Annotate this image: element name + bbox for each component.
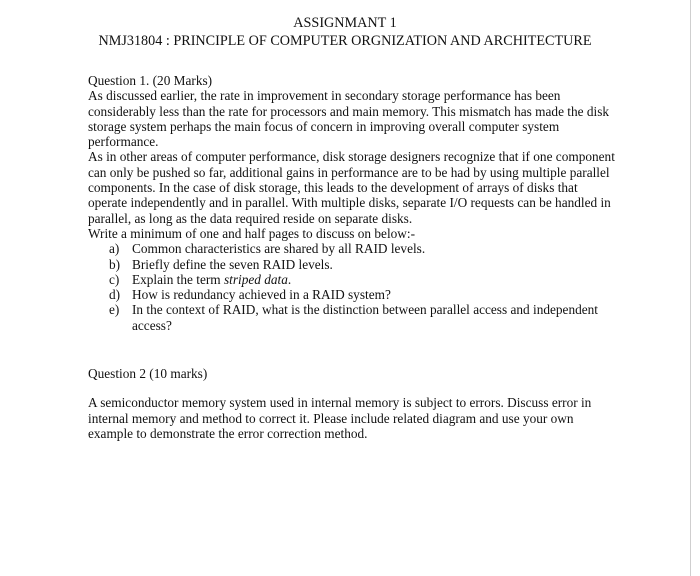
- task-marker: d): [109, 287, 121, 303]
- question-2-title: Question 2 (10 marks): [88, 366, 208, 382]
- task-text-prefix: Explain the term: [132, 271, 224, 287]
- task-item-d: [88, 287, 618, 302]
- document-header: [0, 14, 690, 50]
- task-text: In the context of RAID, what is the distinction between parallel access and independent access?: [132, 302, 598, 333]
- question-2-body: A semiconductor memory system used in internal memory is subject to errors. Discuss error in internal memory and method to correct it. Please include related diagram and use your own example to demonstrate the error correction method.: [88, 395, 592, 441]
- document-body: [88, 73, 618, 441]
- task-item-a: [88, 241, 618, 256]
- task-marker: e): [109, 302, 120, 318]
- assignment-title: ASSIGNMANT 1: [293, 15, 397, 31]
- task-text: How is redundancy achieved in a RAID system?: [132, 287, 391, 303]
- task-marker: b): [109, 256, 121, 272]
- question-1-task-list: [88, 241, 618, 333]
- task-text-suffix: .: [287, 271, 292, 287]
- question-1-paragraph-1: As discussed earlier, the rate in improvement in secondary storage performance has been considerably less than the rate for processors and main memory. This mismatch has made the disk storage system perhaps the main focus of concern in improving overall computer system performance.: [88, 88, 610, 150]
- task-item-e: [88, 302, 618, 333]
- task-text: [132, 272, 618, 287]
- task-text-emphasis: striped data: [223, 271, 288, 287]
- question-1-instruction: Write a minimum of one and half pages to discuss on below:-: [88, 225, 416, 241]
- question-1-title: Question 1. (20 Marks): [88, 73, 213, 88]
- task-item-c: [88, 272, 618, 287]
- question-1-paragraph-2: As in other areas of computer performance, disk storage designers recognize that if one component can only be pushed so far, additional gains in performance are to be had by using multiple parallel components. In the case of disk storage, this leads to the development of arrays of disks that operate independently and in parallel. With multiple disks, separate I/O requests can be handled in parallel, as long as the data required reside on separate disks.: [88, 149, 615, 226]
- task-text: Common characteristics are shared by all RAID levels.: [132, 241, 426, 257]
- task-item-b: [88, 257, 618, 272]
- task-text: Briefly define the seven RAID levels.: [132, 256, 333, 272]
- course-title: NMJ31804 : PRINCIPLE OF COMPUTER ORGNIZATION AND ARCHITECTURE: [98, 33, 592, 49]
- task-marker: a): [109, 241, 120, 257]
- task-marker: c): [109, 271, 120, 287]
